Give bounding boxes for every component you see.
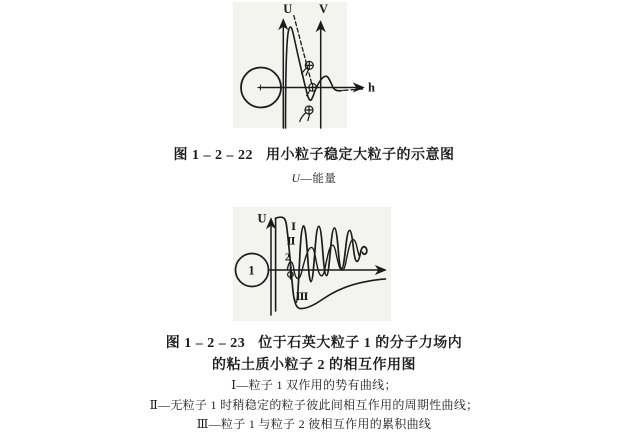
particle-1-label: 1 bbox=[248, 263, 255, 278]
figure-title: 用小粒子稳定大粒子的示意图 bbox=[266, 148, 455, 163]
figure-title: 位于石英大粒子 1 的分子力场内 bbox=[258, 336, 463, 351]
scan-background bbox=[233, 2, 347, 128]
h-axis-label: h bbox=[368, 80, 375, 95]
u-axis-label: U bbox=[257, 211, 267, 226]
legend-line: Ⅲ—粒子 1 与粒子 2 彼相互作用的累积曲线 bbox=[196, 417, 432, 431]
figure-1-2-23-caption-line1 bbox=[0, 332, 628, 352]
figure-title: 的粘土质小粒子 2 的相互作用图 bbox=[212, 358, 416, 373]
figure-1-2-23-caption-line2 bbox=[0, 354, 628, 374]
v-axis-label: V bbox=[318, 2, 329, 16]
figure-number: 图 1 – 2 – 22 bbox=[173, 148, 253, 163]
u-axis-label: U bbox=[283, 2, 293, 16]
figure-number: 图 1 – 2 – 23 bbox=[165, 336, 246, 351]
curve-ii-label: Ⅱ bbox=[286, 236, 296, 248]
legend-line: Ⅰ—粒子 1 双作用的势有曲线； bbox=[231, 378, 397, 392]
plus-charge-label: + bbox=[256, 80, 265, 95]
legend-line: Ⅱ—无粒子 1 时稍稳定的粒子彼此间相互作用的周期性曲线； bbox=[149, 398, 479, 412]
figure-1-2-23-diagram bbox=[225, 205, 395, 325]
figure-1-2-22-caption bbox=[0, 144, 628, 164]
curve-iii-label: Ⅲ bbox=[295, 292, 309, 303]
figure-1-2-22-diagram bbox=[230, 0, 390, 140]
curve-i-label: Ⅰ bbox=[291, 222, 297, 233]
note-symbol: U bbox=[291, 173, 301, 185]
note-text: —能量 bbox=[300, 173, 337, 185]
figure-1-2-22-note bbox=[0, 170, 628, 186]
particle-2-label: 2 bbox=[284, 252, 291, 264]
